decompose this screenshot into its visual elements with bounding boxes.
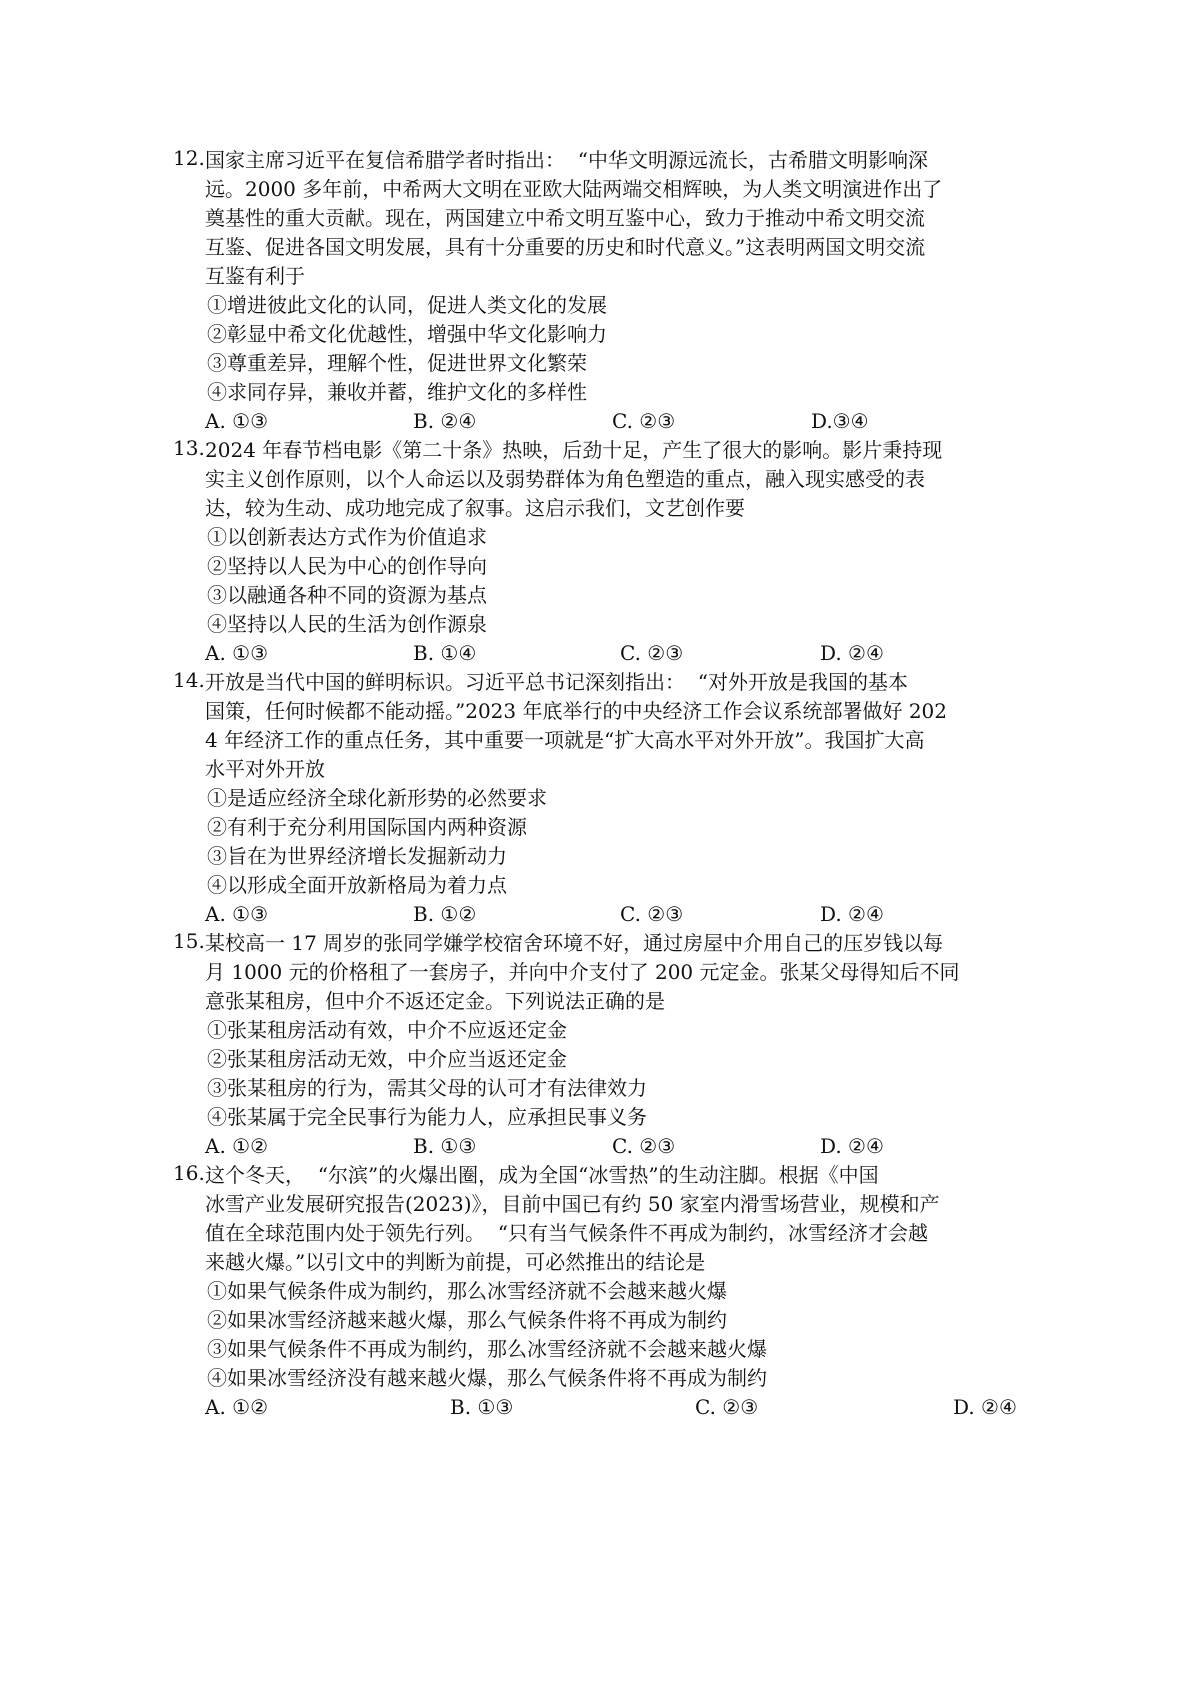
question-stem-line: 2024 年春节档电影《第二十条》热映，后劲十足，产生了很大的影响。影片秉持现 xyxy=(205,438,943,462)
statement-option-1: ①如果气候条件成为制约，那么冰雪经济就不会越来越火爆 xyxy=(207,1279,727,1303)
statement-option-1: ①张某租房活动有效，中介不应返还定金 xyxy=(207,1018,567,1042)
question-15 xyxy=(175,929,1055,1161)
statement-option-2: ②如果冰雪经济越来越火爆，那么气候条件将不再成为制约 xyxy=(207,1308,727,1332)
statement-option-4: ④坚持以人民的生活为创作源泉 xyxy=(207,612,487,636)
answer-choices xyxy=(205,1393,1055,1422)
question-stem-line: 奠基性的重大贡献。现在，两国建立中希文明互鉴中心，致力于推动中希文明交流 xyxy=(205,206,925,230)
question-stem-line: 远。2000 多年前，中希两大文明在亚欧大陆两端交相辉映，为人类文明演进作出了 xyxy=(205,177,943,201)
question-stem-line: 实主义创作原则，以个人命运以及弱势群体为角色塑造的重点，融入现实感受的表 xyxy=(205,467,925,491)
statement-option-1: ①增进彼此文化的认同，促进人类文化的发展 xyxy=(207,293,607,317)
statement-option-4: ④求同存异，兼收并蓄，维护文化的多样性 xyxy=(207,380,587,404)
question-stem-line: 水平对外开放 xyxy=(205,757,325,781)
answer-choices xyxy=(205,407,1055,436)
choice-a: A. ①③ xyxy=(205,409,269,433)
statement-option-2: ②彰显中希文化优越性，增强中华文化影响力 xyxy=(207,322,607,346)
statement-option-1: ①以创新表达方式作为价值追求 xyxy=(207,525,487,549)
question-stem-line: 冰雪产业发展研究报告(2023)》，目前中国已有约 50 家室内滑雪场营业，规模和产 xyxy=(205,1192,940,1216)
question-stem-line: 互鉴有利于 xyxy=(205,264,305,288)
question-number: 13. xyxy=(173,436,205,460)
question-stem-line: 值在全球范围内处于领先行列。 “只有当气候条件不再成为制约，冰雪经济才会越 xyxy=(205,1221,928,1245)
choice-a: A. ①③ xyxy=(205,641,269,665)
statement-option-3: ③如果气候条件不再成为制约，那么冰雪经济就不会越来越火爆 xyxy=(207,1337,767,1361)
question-number: 12. xyxy=(173,146,205,170)
question-stem-line: 开放是当代中国的鲜明标识。习近平总书记深刻指出： “对外开放是我国的基本 xyxy=(205,670,908,694)
question-stem-line: 某校高一 17 周岁的张同学嫌学校宿舍环境不好，通过房屋中介用自己的压岁钱以每 xyxy=(205,931,944,955)
answer-choices xyxy=(205,900,1055,929)
choice-a: A. ①② xyxy=(205,1134,269,1158)
statement-option-2: ②有利于充分利用国际国内两种资源 xyxy=(207,815,527,839)
question-stem-line: 意张某租房，但中介不返还定金。下列说法正确的是 xyxy=(205,989,665,1013)
question-number: 14. xyxy=(173,668,205,692)
question-stem-line: 国家主席习近平在复信希腊学者时指出： “中华文明源远流长，古希腊文明影响深 xyxy=(205,148,928,172)
choice-d: D. ②④ xyxy=(953,1395,1017,1419)
choice-d: D. ②④ xyxy=(820,641,884,665)
question-13 xyxy=(175,436,1055,668)
question-12 xyxy=(175,146,1055,436)
statement-option-4: ④张某属于完全民事行为能力人，应承担民事义务 xyxy=(207,1105,647,1129)
choice-a: A. ①② xyxy=(205,1395,269,1419)
question-stem-line: 互鉴、促进各国文明发展，具有十分重要的历史和时代意义。”这表明两国文明交流 xyxy=(205,235,926,259)
answer-choices xyxy=(205,639,1055,668)
choice-b: B. ②④ xyxy=(413,409,477,433)
choice-d: D. ②④ xyxy=(820,1134,884,1158)
choice-d: D.③④ xyxy=(811,409,869,433)
choice-c: C. ②③ xyxy=(620,902,684,926)
question-14 xyxy=(175,668,1055,929)
question-stem-line: 这个冬天， “尔滨”的火爆出圈，成为全国“冰雪热”的生动注脚。根据《中国 xyxy=(205,1163,879,1187)
question-16 xyxy=(175,1161,1055,1422)
question-number: 15. xyxy=(173,929,205,953)
question-stem-line: 国策，任何时候都不能动摇。”2023 年底举行的中央经济工作会议系统部署做好 202 xyxy=(205,699,948,723)
question-stem-line: 来越火爆。”以引文中的判断为前提，可必然推出的结论是 xyxy=(205,1250,706,1274)
choice-b: B. ①③ xyxy=(413,1134,477,1158)
question-stem-line: 月 1000 元的价格租了一套房子，并向中介支付了 200 元定金。张某父母得知后不同 xyxy=(205,960,960,984)
choice-c: C. ②③ xyxy=(695,1395,759,1419)
statement-option-4: ④如果冰雪经济没有越来越火爆，那么气候条件将不再成为制约 xyxy=(207,1366,767,1390)
statement-option-3: ③张某租房的行为，需其父母的认可才有法律效力 xyxy=(207,1076,647,1100)
statement-option-3: ③尊重差异，理解个性，促进世界文化繁荣 xyxy=(207,351,587,375)
choice-b: B. ①③ xyxy=(450,1395,514,1419)
choice-a: A. ①③ xyxy=(205,902,269,926)
choice-c: C. ②③ xyxy=(612,409,676,433)
statement-option-4: ④以形成全面开放新格局为着力点 xyxy=(207,873,507,897)
statement-option-3: ③以融通各种不同的资源为基点 xyxy=(207,583,487,607)
statement-option-3: ③旨在为世界经济增长发掘新动力 xyxy=(207,844,507,868)
choice-d: D. ②④ xyxy=(820,902,884,926)
question-number: 16. xyxy=(173,1161,205,1185)
choice-c: C. ②③ xyxy=(620,641,684,665)
answer-choices xyxy=(205,1132,1055,1161)
choice-c: C. ②③ xyxy=(612,1134,676,1158)
question-stem-line: 达，较为生动、成功地完成了叙事。这启示我们，文艺创作要 xyxy=(205,496,745,520)
question-stem-line: 4 年经济工作的重点任务，其中重要一项就是“扩大高水平对外开放”。我国扩大高 xyxy=(205,728,925,752)
choice-b: B. ①④ xyxy=(413,641,477,665)
statement-option-1: ①是适应经济全球化新形势的必然要求 xyxy=(207,786,547,810)
statement-option-2: ②张某租房活动无效，中介应当返还定金 xyxy=(207,1047,567,1071)
statement-option-2: ②坚持以人民为中心的创作导向 xyxy=(207,554,487,578)
choice-b: B. ①② xyxy=(413,902,477,926)
